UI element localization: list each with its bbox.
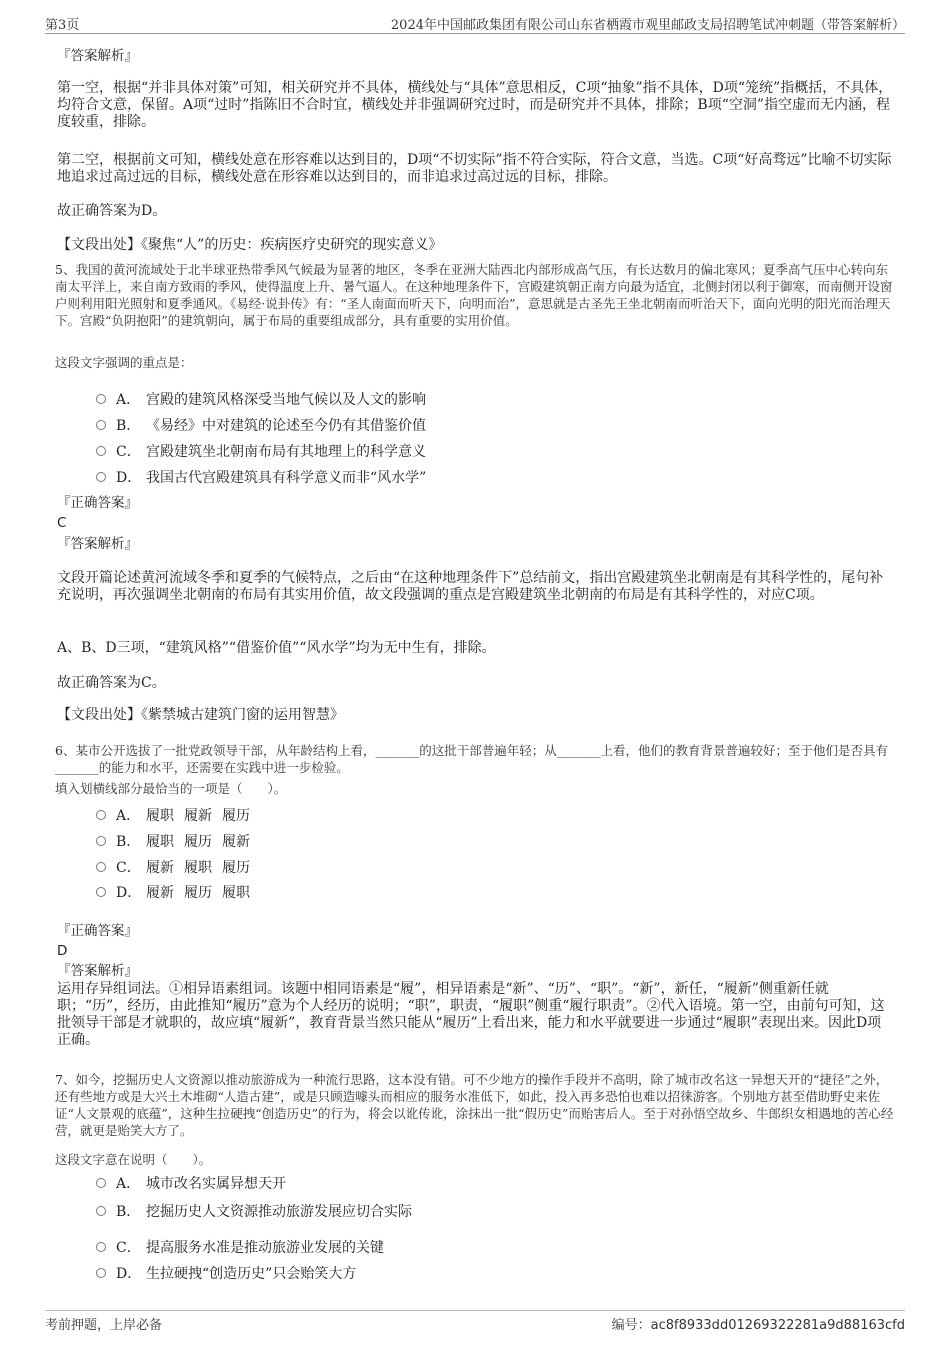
q7-option-d[interactable] — [96, 1263, 356, 1283]
q5-analysis-para1: 文段开篇论述黄河流域冬季和夏季的气候特点，之后由“在这种地理条件下”总结前文，指出宫殿建筑坐北朝南是有其科学性的，尾句补充说明，再次强调坐北朝南的布局有其实用价值，故文段强调的重点是宫殿建筑坐北朝南的布局是有其科学性的，对应C项。 — [57, 570, 884, 603]
option-letter: B． — [116, 834, 141, 850]
option-text: 宫殿建筑坐北朝南布局有其地理上的科学意义 — [146, 444, 426, 460]
q6-option-d[interactable] — [96, 882, 250, 902]
footer-slogan: 考前押题，上岸必备 — [45, 1318, 163, 1333]
header-divider — [45, 33, 905, 34]
radio-icon[interactable] — [96, 420, 106, 430]
q5-option-c[interactable] — [96, 441, 426, 461]
document-code-label: 编号： — [611, 1318, 651, 1333]
option-letter: A． — [116, 392, 141, 408]
q5-conclusion: 故正确答案为C。 — [57, 675, 166, 691]
q6-option-c[interactable] — [96, 857, 250, 877]
option-text: 《易经》中对建筑的论述至今仍有其借鉴价值 — [146, 418, 426, 434]
option-text: 城市改名实属异想天开 — [146, 1176, 286, 1192]
q4-analysis-label: 『答案解析』 — [57, 48, 138, 64]
q6-stem: 6、某市公开选拔了一批党政领导干部，从年龄结构上看，_______的这批干部普遍年轻；从_______上看，他们的教育背景普遍较好；至于他们是否具有_______的能力和水平，还需要在实践中进一步检验。 — [55, 743, 888, 775]
q7-option-c[interactable] — [96, 1237, 384, 1257]
q4-analysis-para1: 第一空，根据“并非具体对策”可知，相关研究并不具体，横线处与“具体”意思相反，C项“抽象”指不具体，D项“笼统”指概括，不具体，均符合文意，保留。A项“过时”指陈旧不合时宜，横线处并非强调研究过时，而是研究并不具体，排除；B项“空洞”指空虚而无内涵，程度较重，排除。 — [57, 80, 893, 130]
option-letter: C． — [116, 1240, 141, 1256]
option-letter: B． — [116, 1204, 141, 1220]
radio-icon[interactable] — [96, 836, 106, 846]
option-word-3: 履职 — [222, 885, 250, 901]
q5-analysis-para2: A、B、D三项，“建筑风格”“借鉴价值”“风水学”均为无中生有，排除。 — [57, 640, 496, 656]
q5-question: 这段文字强调的重点是： — [55, 355, 193, 370]
option-word-2: 履职 — [184, 860, 212, 876]
q6-answer: D — [57, 943, 68, 959]
option-word-1: 履职 — [146, 808, 174, 824]
option-text: 宫殿的建筑风格深受当地气候以及人文的影响 — [146, 392, 426, 408]
q4-conclusion: 故正确答案为D。 — [57, 203, 167, 219]
q6-option-b[interactable] — [96, 831, 250, 851]
q6-analysis: 运用存异组词法。①相异语素组词。该题中相同语素是“履”，相异语素是“新”、“历”、“职”。“新”，新任，“履新”侧重新任就职；“历”，经历，由此推知“履历”意为个人经历的说明；“职”，职责，“履职”侧重“履行职责”。②代入语境。第一空，由前句可知，这批领导干部是才就职的，故应填“履新”，教育背景当然只能从“履历”上看出来，能力和水平就要进一步通过“履职”表现出来。因此D项正确。 — [57, 981, 885, 1048]
q6-answer-label: 『正确答案』 — [57, 923, 138, 939]
document-code-value: ac8f8933dd01269322281a9d88163cfd — [650, 1318, 905, 1333]
q5-option-b[interactable] — [96, 415, 426, 435]
option-letter: A． — [116, 1176, 141, 1192]
q5-option-d[interactable] — [96, 467, 426, 487]
radio-icon[interactable] — [96, 1178, 106, 1188]
page-number: 第3页 — [45, 18, 80, 33]
option-text: 我国古代宫殿建筑具有科学意义而非“风水学” — [146, 470, 427, 486]
option-letter: D． — [116, 470, 142, 486]
option-text: 生拉硬拽“创造历史”只会贻笑大方 — [146, 1266, 357, 1282]
radio-icon[interactable] — [96, 1268, 106, 1278]
q6-analysis-label: 『答案解析』 — [57, 963, 138, 979]
document-title: 2024年中国邮政集团有限公司山东省栖霞市观里邮政支局招聘笔试冲刺题（带答案解析） — [390, 18, 905, 33]
option-letter: D． — [116, 885, 142, 901]
radio-icon[interactable] — [96, 394, 106, 404]
q7-option-a[interactable] — [96, 1173, 286, 1193]
option-letter: A． — [116, 808, 141, 824]
q5-answer: C — [57, 515, 67, 531]
q6-question: 填入划横线部分最恰当的一项是（ ）。 — [55, 781, 287, 796]
q6-option-a[interactable] — [96, 805, 250, 825]
radio-icon[interactable] — [96, 887, 106, 897]
option-text: 挖掘历史人文资源推动旅游发展应切合实际 — [146, 1204, 412, 1220]
q5-answer-label: 『正确答案』 — [57, 495, 138, 511]
q4-source: 【文段出处】《聚焦“人”的历史：疾病医疗史研究的现实意义》 — [57, 237, 443, 253]
option-letter: C． — [116, 444, 141, 460]
footer-divider — [45, 1310, 905, 1311]
q5-analysis-label: 『答案解析』 — [57, 536, 138, 552]
q4-analysis-para2: 第二空，根据前文可知，横线处意在形容难以达到目的，D项“不切实际”指不符合实际，符合文意，当选。C项“好高骛远”比喻不切实际地追求过高过远的目标，横线处意在形容难以达到目的，而非追求过高过远的目标，排除。 — [57, 152, 892, 185]
radio-icon[interactable] — [96, 810, 106, 820]
q7-stem: 7、如今，挖掘历史人文资源以推动旅游成为一种流行思路，这本没有错。可不少地方的操作手段并不高明，除了城市改名这一异想天开的“捷径”之外，还有些地方或是大兴土木堆砌“人造古建”，或是只顾造噱头而相应的服务水准低下，如此，投入再多恐怕也难以招徕游客。个别地方甚至借助野史来佐证“人文景观的底蕴”，这种生拉硬拽“创造历史”的行为，将会以讹传讹，涂抹出一批“假历史”而贻害后人。至于对孙悟空故乡、牛郎织女相遇地的苦心经营，就更是贻笑大方了。 — [55, 1072, 894, 1138]
document-code — [612, 1314, 905, 1333]
option-text: 提高服务水准是推动旅游业发展的关键 — [146, 1240, 384, 1256]
option-word-3: 履历 — [222, 808, 250, 824]
option-letter: C． — [116, 860, 141, 876]
option-word-2: 履历 — [184, 885, 212, 901]
radio-icon[interactable] — [96, 1206, 106, 1216]
radio-icon[interactable] — [96, 1242, 106, 1252]
option-letter: D． — [116, 1266, 142, 1282]
option-word-2: 履新 — [184, 808, 212, 824]
option-word-1: 履新 — [146, 885, 174, 901]
option-word-1: 履职 — [146, 834, 174, 850]
option-word-3: 履新 — [222, 834, 250, 850]
radio-icon[interactable] — [96, 446, 106, 456]
q5-stem: 5、我国的黄河流域处于北半球亚热带季风气候最为显著的地区，冬季在亚洲大陆西北内部形成高气压，有长达数月的偏北寒风；夏季高气压中心转向东南太平洋上，来自南方致雨的季风，使得温度上升、暑气逼人。在这种地理条件下，宫殿建筑朝正南方向最为适宜，北侧封闭以利于御寒，而南侧开设窗户则利用阳光照射和夏季通风。《易经·说卦传》有：“圣人南面而听天下，向明而治”，意思就是古圣先王坐北朝南而听治天下，面向光明的阳光而治理天下。宫殿“负阴抱阳”的建筑朝向，属于布局的重要组成部分，具有重要的实用价值。 — [55, 262, 893, 328]
radio-icon[interactable] — [96, 862, 106, 872]
option-word-3: 履历 — [222, 860, 250, 876]
q7-question: 这段文字意在说明（ ）。 — [55, 1152, 212, 1167]
q7-option-b[interactable] — [96, 1201, 412, 1221]
option-word-2: 履历 — [184, 834, 212, 850]
radio-icon[interactable] — [96, 472, 106, 482]
q5-option-a[interactable] — [96, 389, 426, 409]
option-word-1: 履新 — [146, 860, 174, 876]
q5-source: 【文段出处】《紫禁城古建筑门窗的运用智慧》 — [57, 707, 344, 723]
option-letter: B． — [116, 418, 141, 434]
